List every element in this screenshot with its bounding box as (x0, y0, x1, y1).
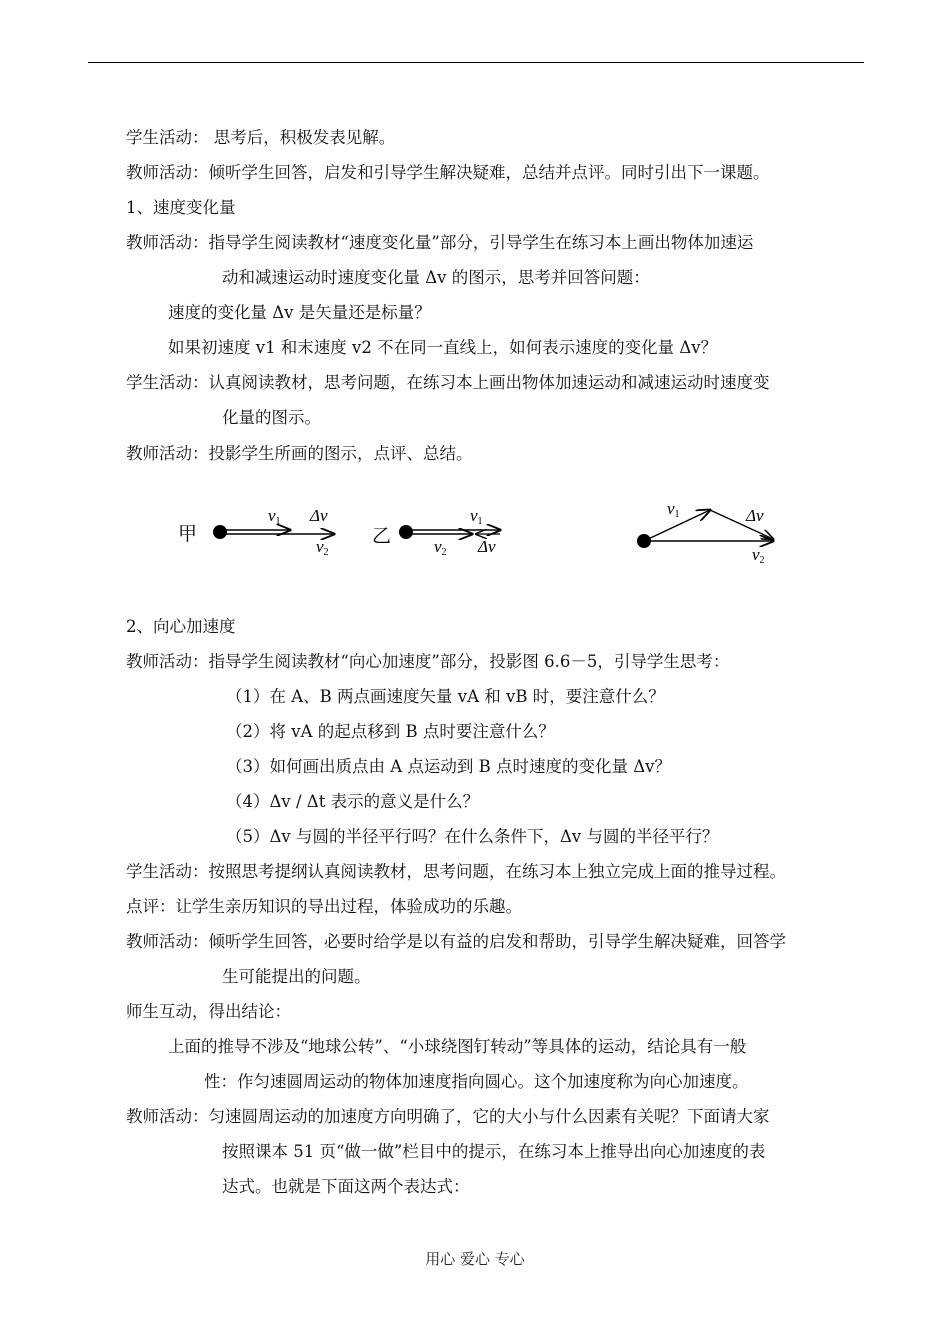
object-dot-jia (213, 525, 227, 539)
question-2: 如果初速度 v1 和末速度 v2 不在同一直线上，如何表示速度的变化量 Δv？ (168, 338, 718, 357)
student-activity-1: 学生活动： 思考后，积极发表见解。 (126, 128, 396, 147)
v2-label-yi: v2 (434, 537, 447, 558)
prompt-3: （3）如何画出质点由 A 点运动到 B 点时速度的变化量 Δv？ (226, 757, 672, 776)
header-rule (88, 62, 864, 63)
student-activity-3: 学生活动：按照思考提纲认真阅读教材，思考问题，在练习本上独立完成上面的推导过程。 (126, 862, 786, 881)
object-dot-yi (399, 525, 413, 539)
section-heading-centripetal: 2、向心加速度 (126, 617, 236, 636)
teacher-activity-5-line2: 生可能提出的问题。 (222, 967, 371, 986)
student-activity-2-line2: 化量的图示。 (222, 408, 321, 427)
v1-label-jia: v1 (268, 506, 281, 527)
dv-label-triangle: Δv (746, 506, 764, 525)
section-heading-velocity-change: 1、速度变化量 (126, 198, 236, 217)
teacher-activity-2-line1: 教师活动：指导学生阅读教材“速度变化量”部分，引导学生在练习本上画出物体加速运 (126, 233, 754, 252)
label-yi: 乙 (372, 525, 392, 547)
conclusion-line2: 性：作匀速圆周运动的物体加速度指向圆心。这个加速度称为向心加速度。 (204, 1072, 749, 1091)
student-activity-2-line1: 学生活动：认真阅读教材，思考问题，在练习本上画出物体加速运动和减速运动时速度变 (126, 373, 770, 392)
v1-label-triangle: v1 (667, 499, 680, 520)
prompt-1: （1）在 A、B 两点画速度矢量 vA 和 vB 时，要注意什么？ (226, 687, 665, 706)
teacher-activity-6-line1: 教师活动：匀速圆周运动的加速度方向明确了，它的大小与什么因素有关呢？下面请大家 (126, 1107, 770, 1126)
dv-label-yi: Δv (478, 537, 496, 556)
comment: 点评：让学生亲历知识的导出过程，体验成功的乐趣。 (126, 897, 522, 916)
prompt-4: （4）Δv / Δt 表示的意义是什么？ (226, 792, 480, 811)
dv-arrow-triangle (710, 510, 773, 539)
label-jia: 甲 (178, 523, 198, 545)
teacher-activity-6-line2: 按照课本 51 页“做一做”栏目中的提示，在练习本上推导出向心加速度的表 (222, 1142, 766, 1161)
page-footer: 用心 爱心 专心 (425, 1250, 525, 1268)
teacher-activity-2-line2: 动和减速运动时速度变化量 Δv 的图示，思考并回答问题： (222, 268, 650, 287)
question-1: 速度的变化量 Δv 是矢量还是标量？ (168, 303, 431, 322)
conclusion-line1: 上面的推导不涉及“地球公转”、“小球绕图钉转动”等具体的运动，结论具有一般 (168, 1037, 747, 1056)
v1-label-yi: v1 (470, 506, 483, 527)
teacher-activity-4: 教师活动：指导学生阅读教材“向心加速度”部分，投影图 6.6－5，引导学生思考： (126, 652, 730, 671)
v2-label-jia: v2 (316, 537, 329, 558)
teacher-activity-6-line3: 达式。也就是下面这两个表达式： (222, 1177, 470, 1196)
prompt-2: （2）将 vA 的起点移到 B 点时要注意什么？ (226, 722, 555, 741)
v2-label-triangle: v2 (752, 545, 765, 566)
prompt-5: （5）Δv 与圆的半径平行吗？在什么条件下，Δv 与圆的半径平行？ (226, 827, 719, 846)
dv-label-jia: Δv (310, 506, 328, 525)
teacher-activity-5-line1: 教师活动：倾听学生回答，必要时给学是以有益的启发和帮助，引导学生解决疑难，回答学 (126, 932, 786, 951)
teacher-activity-3: 教师活动：投影学生所画的图示，点评、总结。 (126, 444, 473, 463)
teacher-activity-1: 教师活动：倾听学生回答，启发和引导学生解决疑难，总结并点评。同时引出下一课题。 (126, 163, 770, 182)
interaction-conclusion: 师生互动，得出结论： (126, 1002, 291, 1021)
velocity-change-figure (0, 490, 950, 580)
